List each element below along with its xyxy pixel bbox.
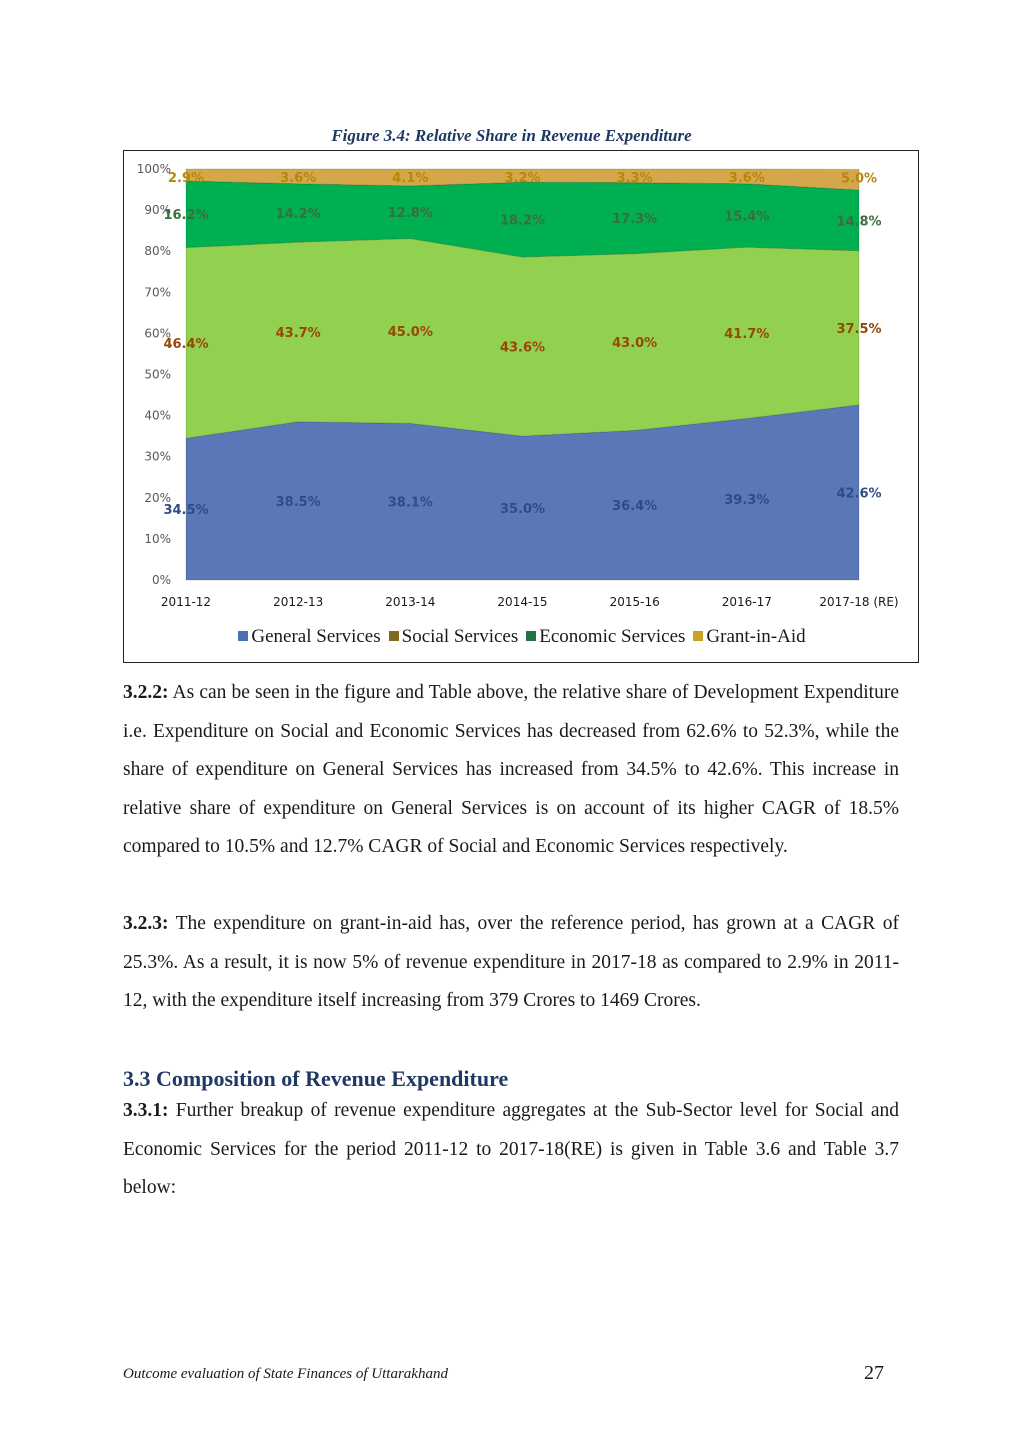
data-label: 36.4% bbox=[612, 499, 658, 515]
paragraph-number: 3.2.3: bbox=[123, 913, 169, 934]
legend-item bbox=[526, 626, 685, 648]
x-category-label: 2017-18 (RE) bbox=[819, 595, 899, 609]
legend-label: Economic Services bbox=[539, 626, 686, 647]
data-label: 43.0% bbox=[612, 336, 658, 352]
legend-label: Social Services bbox=[401, 626, 519, 647]
data-label: 5.0% bbox=[840, 171, 878, 187]
paragraph-3-2-3 bbox=[123, 905, 899, 1021]
y-tick-label: 50% bbox=[144, 367, 171, 382]
x-category-label: 2015-16 bbox=[609, 595, 660, 609]
paragraph-3-3-1 bbox=[123, 1092, 899, 1208]
data-label: 45.0% bbox=[387, 324, 433, 340]
legend-swatch bbox=[238, 631, 248, 641]
legend-item bbox=[389, 626, 519, 648]
y-tick-label: 40% bbox=[144, 408, 171, 423]
legend-item bbox=[238, 626, 380, 648]
paragraph-text: Further breakup of revenue expenditure aggregates at the Sub-Sector level for Social and Economic Services for the period 2011-12 to 2017-18(RE) is given in Table 3.6 and Table 3.7 below: bbox=[123, 1100, 899, 1199]
chart-container bbox=[123, 150, 919, 663]
page-number: 27 bbox=[864, 1362, 884, 1384]
y-tick-label: 0% bbox=[151, 573, 171, 587]
footer-title: Outcome evaluation of State Finances of Uttarakhand bbox=[123, 1366, 448, 1382]
legend-swatch bbox=[389, 631, 399, 641]
y-tick-label: 100% bbox=[136, 162, 171, 176]
y-tick-label: 90% bbox=[144, 203, 171, 218]
data-label: 42.6% bbox=[836, 486, 882, 502]
paragraph-number: 3.2.2: bbox=[123, 682, 169, 703]
data-label: 41.7% bbox=[724, 326, 770, 342]
data-label: 35.0% bbox=[499, 502, 546, 518]
data-label: 34.5% bbox=[163, 503, 209, 519]
data-label: 18.2% bbox=[499, 213, 546, 229]
data-label: 16.2% bbox=[163, 208, 209, 224]
paragraph-number: 3.3.1: bbox=[123, 1100, 169, 1121]
data-label: 37.5% bbox=[836, 321, 882, 337]
legend-swatch bbox=[693, 631, 703, 641]
data-label: 15.4% bbox=[724, 209, 770, 225]
section-heading: 3.3 Composition of Revenue Expenditure bbox=[123, 1066, 509, 1091]
x-category-label: 2013-14 bbox=[385, 595, 436, 609]
figure-caption: Figure 3.4: Relative Share in Revenue Expenditure bbox=[331, 126, 692, 145]
stacked-area-chart bbox=[124, 151, 918, 621]
data-label: 3.6% bbox=[728, 171, 765, 186]
data-label: 38.5% bbox=[275, 494, 321, 510]
data-label: 14.2% bbox=[275, 206, 321, 222]
data-label: 3.2% bbox=[504, 171, 541, 186]
y-tick-label: 10% bbox=[144, 531, 171, 546]
legend-swatch bbox=[526, 631, 536, 641]
paragraph-text: As can be seen in the figure and Table above, the relative share of Development Expenditure i.e. Expenditure on Social and Economic Services has decreased from 62.6% to 52.3%, while the share of expenditure on General Services has increased from 34.5% to 42.6%. This increase in relative share of expenditure on General Services is on account of its higher CAGR of 18.5% compared to 10.5% and 12.7% CAGR of Social and Economic Services respectively. bbox=[123, 682, 899, 858]
legend-item bbox=[693, 626, 805, 648]
data-label: 3.6% bbox=[280, 171, 317, 186]
chart-legend bbox=[124, 626, 920, 648]
paragraph-text: The expenditure on grant-in-aid has, over the reference period, has grown at a CAGR of 25.3%. As a result, it is now 5% of revenue expenditure in 2017-18 as compared to 2.9% in 2011-12, with the expenditure itself increasing from 379 Crores to 1469 Crores. bbox=[123, 913, 899, 1012]
data-label: 3.3% bbox=[616, 171, 653, 186]
data-label: 38.1% bbox=[387, 495, 433, 511]
x-category-label: 2014-15 bbox=[497, 595, 548, 609]
data-label: 2.9% bbox=[167, 171, 205, 186]
legend-label: Grant-in-Aid bbox=[706, 626, 806, 647]
paragraph-3-2-2 bbox=[123, 674, 899, 867]
data-label: 43.6% bbox=[499, 340, 546, 356]
y-tick-label: 70% bbox=[144, 285, 171, 300]
x-category-label: 2016-17 bbox=[721, 595, 772, 609]
y-tick-label: 20% bbox=[144, 490, 171, 505]
data-label: 4.1% bbox=[392, 171, 429, 186]
data-label: 43.7% bbox=[275, 325, 321, 341]
data-label: 39.3% bbox=[724, 493, 770, 509]
x-category-label: 2011-12 bbox=[160, 595, 212, 609]
legend-label: General Services bbox=[251, 626, 381, 647]
y-tick-label: 30% bbox=[144, 449, 171, 464]
y-tick-label: 60% bbox=[144, 326, 171, 341]
data-label: 17.3% bbox=[612, 212, 658, 228]
data-label: 12.8% bbox=[387, 206, 433, 222]
x-category-label: 2012-13 bbox=[273, 595, 324, 609]
y-tick-label: 80% bbox=[144, 244, 171, 259]
data-label: 46.4% bbox=[163, 336, 209, 352]
data-label: 14.8% bbox=[836, 214, 882, 230]
